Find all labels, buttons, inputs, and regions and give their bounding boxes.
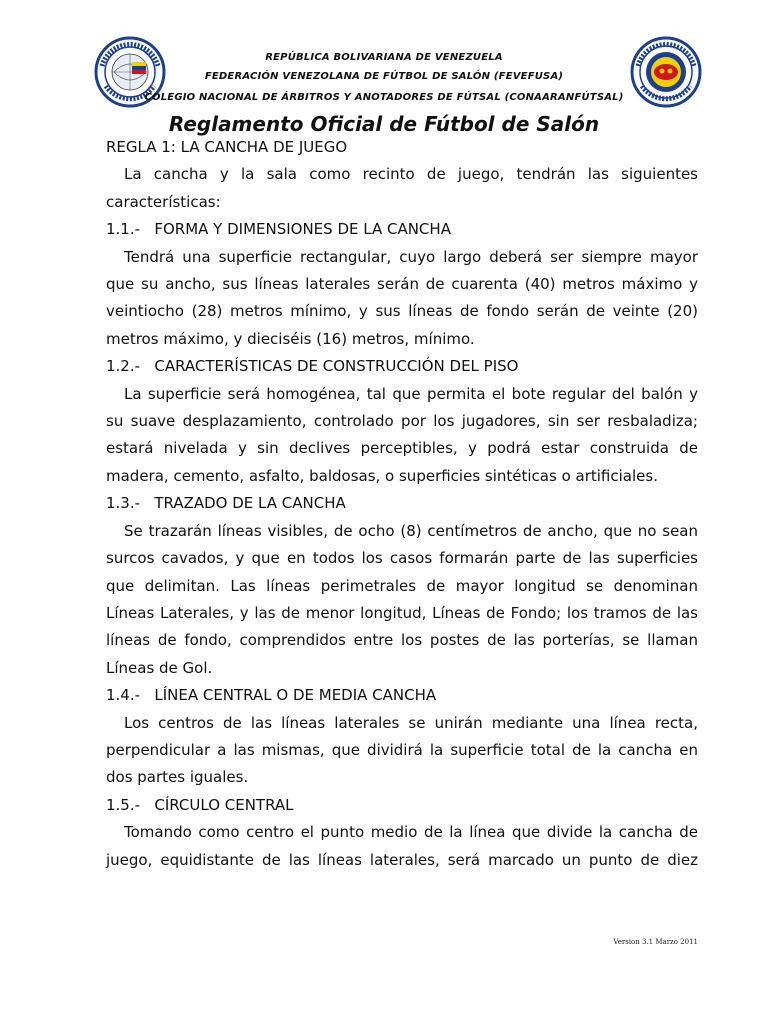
paragraph-intro: La cancha y la sala como recinto de juego, tendrán las siguientes características:	[106, 165, 698, 211]
paragraph-1-2: La superficie será homogénea, tal que permita el bote regular del balón y su suave desplazamiento, controlado por los jugadores, sin ser resbaladiza; estará nivelada y sin declives perceptibles, y podrá estar construida de madera, cemento, asfalto, baldosas, o superficies sintéticas o artificiales.	[106, 384, 698, 485]
section-heading-1-3: 1.3.- TRAZADO DE LA CANCHA	[106, 494, 346, 513]
document-header	[0, 40, 768, 110]
section-heading-1-5: 1.5.- CÍRCULO CENTRAL	[106, 795, 294, 814]
header-line-federation: FEDERACIÓN VENEZOLANA DE FÚTBOL DE SALÓN (FEVEFUSA)	[204, 71, 564, 82]
rule-heading: REGLA 1: LA CANCHA DE JUEGO	[106, 138, 348, 156]
header-line-college: COLEGIO NACIONAL DE ÁRBITROS Y ANOTADORES DE FÚTSAL (CONAARANFÚTSAL)	[144, 92, 624, 103]
paragraph-1-4: Los centros de las líneas laterales se unirán mediante una línea recta, perpendicular a las mismas, que dividirá la superficie total de la cancha en dos partes iguales.	[106, 713, 698, 787]
section-heading-1-2: 1.2.- CARACTERÍSTICAS DE CONSTRUCCIÓN DEL PISO	[106, 357, 519, 376]
section-heading-1-1: 1.1.- FORMA Y DIMENSIONES DE LA CANCHA	[106, 220, 451, 239]
header-line-republic: REPÚBLICA BOLIVARIANA DE VENEZUELA	[265, 52, 503, 63]
section-heading-1-4: 1.4.- LÍNEA CENTRAL O DE MEDIA CANCHA	[106, 686, 437, 705]
paragraph-1-3: Se trazarán líneas visibles, de ocho (8) centímetros de ancho, que no sean surcos cavados, y que en todos los casos formarán parte de las superficies que delimitan. Las líneas perimetrales de mayor longitud se denominan Líneas Laterales, y las de menor longitud, Líneas de Fondo; los tramos de las líneas de fondo, comprendidos entre los postes de las porterías, se llaman Líneas de Gol.	[106, 521, 698, 677]
document-title: Reglamento Oficial de Fútbol de Salón	[168, 112, 600, 136]
paragraph-1-5: Tomando como centro el punto medio de la línea que divide la cancha de juego, equidistante de las líneas laterales, será marcado un punto de diez	[106, 823, 698, 869]
document-body	[106, 134, 698, 874]
paragraph-1-1: Tendrá una superficie rectangular, cuyo largo deberá ser siempre mayor que su ancho, sus líneas laterales serán de cuarenta (40) metros máximo y veintiocho (28) metros mínimo, y sus líneas de fondo serán de veinte (20) metros máximo, y dieciséis (16) metros, mínimo.	[106, 247, 698, 348]
version-footer: Version 3.1 Marzo 2011	[613, 938, 698, 946]
